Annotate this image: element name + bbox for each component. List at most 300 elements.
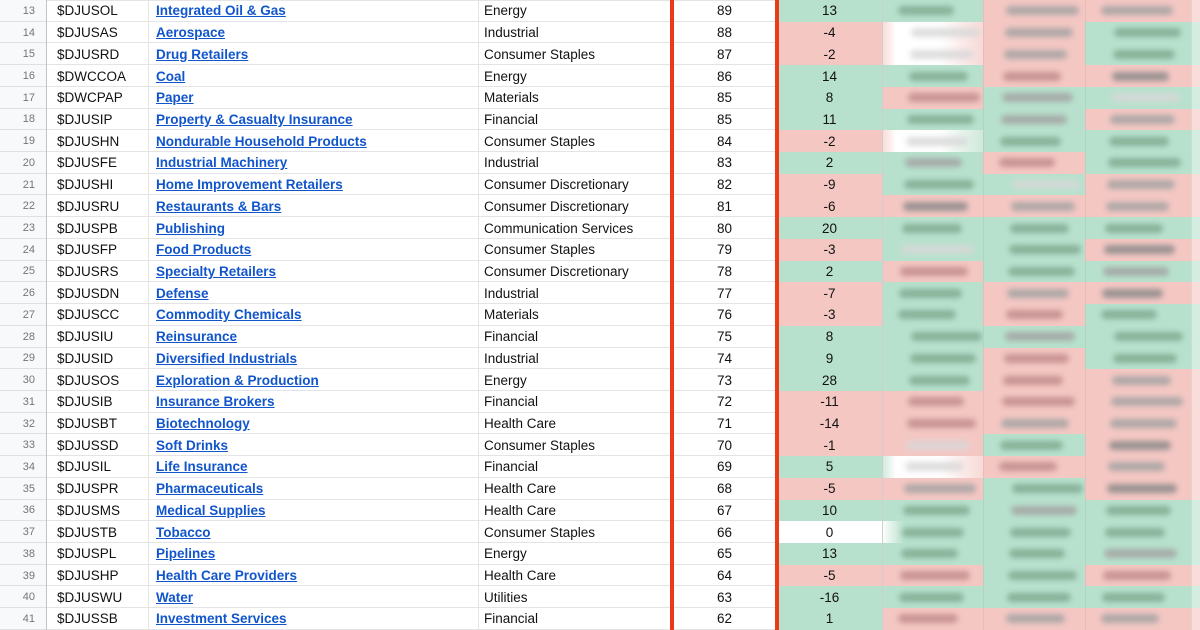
row-number-cell[interactable]: 25 (0, 261, 47, 283)
ticker-cell[interactable]: $DJUSIU (57, 329, 114, 345)
rank-cell[interactable]: 78 (716, 263, 733, 279)
heatmap-cell[interactable] (983, 22, 1085, 44)
heatmap-cell[interactable] (983, 456, 1085, 478)
sector-group-cell[interactable]: Health Care (478, 565, 672, 587)
sector-group-cell[interactable]: Consumer Staples (478, 130, 672, 152)
change-cell[interactable]: -7 (777, 282, 882, 304)
change-cell[interactable]: 11 (777, 109, 882, 131)
heatmap-cell[interactable] (1085, 239, 1200, 261)
heatmap-cell[interactable] (882, 43, 983, 65)
heatmap-cell[interactable] (983, 391, 1085, 413)
name-cell[interactable] (148, 261, 478, 283)
ticker-cell[interactable]: $DJUSHP (57, 568, 119, 584)
heatmap-cell[interactable] (1085, 521, 1200, 543)
heatmap-cell[interactable] (882, 434, 983, 456)
redacted-bar (1107, 484, 1177, 493)
sector-link[interactable]: Food Products (156, 242, 252, 258)
ticker-cell[interactable]: $DJUSRU (57, 198, 120, 214)
change-cell[interactable]: 13 (777, 0, 882, 22)
ticker-cell[interactable]: $DJUSFP (57, 242, 118, 258)
row-number-cell[interactable]: 17 (0, 87, 47, 109)
change-cell[interactable]: 14 (777, 65, 882, 87)
rank-cell[interactable]: 68 (716, 481, 733, 497)
heatmap-cell[interactable] (1085, 391, 1200, 413)
sector-link[interactable]: Restaurants & Bars (156, 198, 282, 214)
redacted-bar (1006, 6, 1079, 15)
rank-cell[interactable]: 67 (716, 502, 733, 518)
heatmap-cell[interactable] (1085, 304, 1200, 326)
ticker-cell[interactable]: $DJUSIP (57, 111, 113, 127)
change-cell[interactable]: -1 (777, 434, 882, 456)
ticker-cell[interactable]: $DJUSDN (57, 285, 120, 301)
heatmap-cell[interactable] (882, 174, 983, 196)
heatmap-cell[interactable] (1085, 326, 1200, 348)
heatmap-cell[interactable] (983, 543, 1085, 565)
change-cell[interactable]: -11 (777, 391, 882, 413)
change-cell[interactable]: -2 (777, 43, 882, 65)
heatmap-cell[interactable] (882, 413, 983, 435)
redacted-bar (910, 354, 976, 363)
rank-cell[interactable]: 72 (716, 394, 733, 410)
sector-link[interactable]: Life Insurance (156, 459, 248, 475)
ticker-cell[interactable]: $DJUSPB (57, 220, 118, 236)
row-number-cell[interactable]: 16 (0, 65, 47, 87)
row-number-cell[interactable]: 39 (0, 565, 47, 587)
sector-group-cell[interactable]: Industrial (478, 22, 672, 44)
heatmap-cell[interactable] (1085, 586, 1200, 608)
ticker-cell[interactable]: $DJUSPR (57, 481, 119, 497)
heatmap-cell[interactable] (882, 391, 983, 413)
sector-group-cell[interactable]: Communication Services (478, 217, 672, 239)
heatmap-cell[interactable] (882, 608, 983, 630)
rank-cell[interactable]: 73 (716, 372, 733, 388)
heatmap-cell[interactable] (983, 478, 1085, 500)
row-number-cell[interactable]: 24 (0, 239, 47, 261)
sector-group-cell[interactable]: Consumer Staples (478, 239, 672, 261)
row-number-cell[interactable]: 20 (0, 152, 47, 174)
change-cell[interactable]: 28 (777, 369, 882, 391)
rank-cell[interactable]: 63 (716, 589, 733, 605)
name-cell[interactable] (148, 543, 478, 565)
heatmap-cell[interactable] (1085, 500, 1200, 522)
row-number-cell[interactable]: 35 (0, 478, 47, 500)
name-cell[interactable] (148, 282, 478, 304)
sector-link[interactable]: Paper (156, 90, 194, 106)
sector-link[interactable]: Publishing (156, 220, 225, 236)
sector-group-cell[interactable]: Health Care (478, 478, 672, 500)
change-cell[interactable]: 1 (777, 608, 882, 630)
heatmap-cell[interactable] (983, 326, 1085, 348)
sector-group-cell[interactable]: Health Care (478, 413, 672, 435)
sector-link[interactable]: Exploration & Production (156, 372, 319, 388)
sector-group-cell[interactable]: Consumer Discretionary (478, 174, 672, 196)
row-number-cell[interactable]: 19 (0, 130, 47, 152)
heatmap-cell[interactable] (1085, 456, 1200, 478)
change-cell[interactable]: 8 (777, 326, 882, 348)
row-number-cell[interactable]: 34 (0, 456, 47, 478)
heatmap-cell[interactable] (1085, 565, 1200, 587)
sector-link[interactable]: Home Improvement Retailers (156, 177, 343, 193)
heatmap-cell[interactable] (882, 195, 983, 217)
change-cell[interactable]: 0 (777, 521, 882, 543)
name-cell[interactable] (148, 565, 478, 587)
rank-cell[interactable]: 81 (716, 198, 733, 214)
row-number-cell[interactable]: 21 (0, 174, 47, 196)
rank-cell[interactable]: 70 (716, 437, 733, 453)
ticker-cell[interactable]: $DJUSIL (57, 459, 112, 475)
sector-group-cell[interactable]: Industrial (478, 282, 672, 304)
change-cell[interactable]: -3 (777, 304, 882, 326)
sector-group-cell[interactable]: Energy (478, 369, 672, 391)
change-cell[interactable]: -9 (777, 174, 882, 196)
heatmap-cell[interactable] (1085, 109, 1200, 131)
row-number-cell[interactable]: 15 (0, 43, 47, 65)
heatmap-cell[interactable] (1085, 434, 1200, 456)
rank-cell[interactable]: 84 (716, 133, 733, 149)
row-number-cell[interactable]: 13 (0, 0, 47, 22)
name-cell[interactable] (148, 0, 478, 22)
ticker-cell[interactable]: $DJUSSD (57, 437, 119, 453)
sector-link[interactable]: Insurance Brokers (156, 394, 275, 410)
heatmap-cell[interactable] (882, 65, 983, 87)
sector-link[interactable]: Investment Services (156, 611, 287, 627)
sector-group-cell[interactable]: Utilities (478, 586, 672, 608)
redacted-bar (1105, 224, 1163, 233)
name-cell[interactable] (148, 152, 478, 174)
name-cell[interactable] (148, 369, 478, 391)
name-cell[interactable] (148, 326, 478, 348)
name-cell[interactable] (148, 239, 478, 261)
ticker-cell[interactable]: $DJUSMS (57, 502, 121, 518)
rank-cell[interactable]: 76 (716, 307, 733, 323)
ticker-cell[interactable]: $DJUSPL (57, 546, 117, 562)
change-cell[interactable]: 5 (777, 456, 882, 478)
rank-cell[interactable]: 62 (716, 611, 733, 627)
heatmap-cell[interactable] (983, 130, 1085, 152)
name-cell[interactable] (148, 348, 478, 370)
heatmap-cell[interactable] (1085, 43, 1200, 65)
heatmap-cell[interactable] (882, 565, 983, 587)
heatmap-cell[interactable] (1085, 369, 1200, 391)
sector-group-cell[interactable]: Energy (478, 0, 672, 22)
heatmap-cell[interactable] (1085, 152, 1200, 174)
heatmap-cell[interactable] (983, 195, 1085, 217)
ticker-cell[interactable]: $DJUSTB (57, 524, 118, 540)
heatmap-cell[interactable] (1085, 282, 1200, 304)
sector-link[interactable]: Pharmaceuticals (156, 481, 264, 497)
change-cell[interactable]: 10 (777, 500, 882, 522)
ticker-cell[interactable]: $DJUSIB (57, 394, 113, 410)
heatmap-cell[interactable] (882, 478, 983, 500)
heatmap-cell[interactable] (1085, 413, 1200, 435)
heatmap-cell[interactable] (983, 43, 1085, 65)
name-cell[interactable] (148, 43, 478, 65)
heatmap-cell[interactable] (1085, 22, 1200, 44)
row-number-cell[interactable]: 30 (0, 369, 47, 391)
table-row (0, 43, 1200, 65)
ticker-cell[interactable]: $DJUSHN (57, 133, 120, 149)
row-number-cell[interactable]: 33 (0, 434, 47, 456)
name-cell[interactable] (148, 434, 478, 456)
name-cell[interactable] (148, 586, 478, 608)
ticker-cell[interactable]: $DJUSAS (57, 25, 118, 41)
rank-cell[interactable]: 85 (716, 90, 733, 106)
heatmap-cell[interactable] (882, 261, 983, 283)
rank-cell[interactable]: 88 (716, 25, 733, 41)
row-number-cell[interactable]: 36 (0, 500, 47, 522)
change-cell[interactable]: 13 (777, 543, 882, 565)
heatmap-cell[interactable] (882, 543, 983, 565)
heatmap-cell[interactable] (882, 130, 983, 152)
name-cell[interactable] (148, 521, 478, 543)
change-cell[interactable]: 2 (777, 152, 882, 174)
name-cell[interactable] (148, 87, 478, 109)
heatmap-cell[interactable] (882, 369, 983, 391)
rank-cell[interactable]: 75 (716, 329, 733, 345)
name-cell[interactable] (148, 608, 478, 630)
heatmap-cell[interactable] (1085, 348, 1200, 370)
sector-link[interactable]: Medical Supplies (156, 502, 266, 518)
heatmap-cell[interactable] (882, 152, 983, 174)
sector-group-cell[interactable]: Consumer Staples (478, 43, 672, 65)
heatmap-cell[interactable] (882, 109, 983, 131)
heatmap-cell[interactable] (983, 565, 1085, 587)
name-cell[interactable] (148, 130, 478, 152)
sector-link[interactable]: Coal (156, 68, 186, 84)
change-cell[interactable]: 8 (777, 87, 882, 109)
name-cell[interactable] (148, 478, 478, 500)
sector-group-cell[interactable]: Financial (478, 456, 672, 478)
redacted-bar (1103, 571, 1171, 580)
rank-cell[interactable]: 82 (716, 177, 733, 193)
sector-link[interactable]: Defense (156, 285, 209, 301)
ticker-cell[interactable]: $DJUSRD (57, 46, 120, 62)
name-cell[interactable] (148, 195, 478, 217)
rank-cell[interactable]: 65 (716, 546, 733, 562)
heatmap-cell[interactable] (882, 326, 983, 348)
heatmap-cell[interactable] (1085, 174, 1200, 196)
sector-group-cell[interactable]: Industrial (478, 348, 672, 370)
sector-link[interactable]: Integrated Oil & Gas (156, 3, 286, 19)
row-number-cell[interactable]: 22 (0, 195, 47, 217)
name-cell[interactable] (148, 65, 478, 87)
heatmap-cell[interactable] (983, 0, 1085, 22)
rank-cell[interactable]: 87 (716, 46, 733, 62)
rank-cell[interactable]: 85 (716, 111, 733, 127)
name-cell[interactable] (148, 109, 478, 131)
rank-cell[interactable]: 66 (716, 524, 733, 540)
name-cell[interactable] (148, 304, 478, 326)
rank-cell[interactable]: 64 (716, 568, 733, 584)
heatmap-cell[interactable] (882, 282, 983, 304)
sector-link[interactable]: Property & Casualty Insurance (156, 111, 353, 127)
table-row (0, 608, 1200, 630)
change-cell[interactable]: -14 (777, 413, 882, 435)
heatmap-cell[interactable] (1085, 608, 1200, 630)
redacted-bar (1102, 289, 1163, 298)
sector-link[interactable]: Reinsurance (156, 329, 238, 345)
sector-group-cell[interactable]: Energy (478, 65, 672, 87)
redacted-bar (1009, 245, 1081, 254)
heatmap-cell[interactable] (882, 500, 983, 522)
sector-link[interactable]: Commodity Chemicals (156, 307, 302, 323)
heatmap-cell[interactable] (983, 174, 1085, 196)
ticker-cell[interactable]: $DJUSWU (57, 589, 123, 605)
heatmap-cell[interactable] (1085, 65, 1200, 87)
ticker-cell[interactable]: $DJUSOL (57, 3, 118, 19)
table-row (0, 22, 1200, 44)
name-cell[interactable] (148, 456, 478, 478)
ticker-cell[interactable]: $DJUSCC (57, 307, 120, 323)
name-cell[interactable] (148, 391, 478, 413)
sector-group-cell[interactable]: Energy (478, 543, 672, 565)
rank-cell[interactable]: 77 (716, 285, 733, 301)
heatmap-cell[interactable] (983, 369, 1085, 391)
row-number-cell[interactable]: 26 (0, 282, 47, 304)
sector-group-cell[interactable]: Consumer Discretionary (478, 195, 672, 217)
sector-link[interactable]: Nondurable Household Products (156, 133, 367, 149)
ticker-cell[interactable]: $DJUSHI (57, 177, 114, 193)
ticker-cell[interactable]: $DJUSRS (57, 263, 119, 279)
heatmap-cell[interactable] (1085, 478, 1200, 500)
heatmap-cell[interactable] (983, 239, 1085, 261)
heatmap-cell[interactable] (983, 348, 1085, 370)
heatmap-cell[interactable] (983, 282, 1085, 304)
sector-group-cell[interactable]: Consumer Staples (478, 434, 672, 456)
heatmap-cell[interactable] (983, 152, 1085, 174)
heatmap-cell[interactable] (882, 456, 983, 478)
sector-link[interactable]: Aerospace (156, 25, 226, 41)
row-number-cell[interactable]: 38 (0, 543, 47, 565)
heatmap-cell[interactable] (983, 413, 1085, 435)
sector-link[interactable]: Pipelines (156, 546, 216, 562)
sector-link[interactable]: Health Care Providers (156, 568, 298, 584)
heatmap-cell[interactable] (983, 304, 1085, 326)
ticker-cell[interactable]: $DJUSFE (57, 155, 118, 171)
sector-link[interactable]: Tobacco (156, 524, 211, 540)
heatmap-cell[interactable] (983, 87, 1085, 109)
sector-link[interactable]: Specialty Retailers (156, 263, 277, 279)
heatmap-cell[interactable] (1085, 130, 1200, 152)
heatmap-cell[interactable] (882, 239, 983, 261)
heatmap-cell[interactable] (1085, 261, 1200, 283)
sector-group-cell[interactable]: Financial (478, 109, 672, 131)
heatmap-cell[interactable] (882, 586, 983, 608)
heatmap-cell[interactable] (983, 434, 1085, 456)
heatmap-cell[interactable] (983, 65, 1085, 87)
rank-cell[interactable]: 74 (716, 350, 733, 366)
name-cell[interactable] (148, 174, 478, 196)
sector-group-cell[interactable]: Consumer Staples (478, 521, 672, 543)
heatmap-cell[interactable] (983, 586, 1085, 608)
heatmap-cell[interactable] (882, 217, 983, 239)
sector-link[interactable]: Soft Drinks (156, 437, 229, 453)
ticker-cell[interactable]: $DJUSSB (57, 611, 118, 627)
sector-link[interactable]: Diversified Industrials (156, 350, 298, 366)
sector-link[interactable]: Industrial Machinery (156, 155, 288, 171)
heatmap-cell[interactable] (983, 608, 1085, 630)
heatmap-cell[interactable] (983, 261, 1085, 283)
rank-cell[interactable]: 80 (716, 220, 733, 236)
ticker-cell[interactable]: $DJUSBT (57, 416, 118, 432)
sector-group-cell[interactable]: Industrial (478, 152, 672, 174)
sector-group-cell[interactable]: Financial (478, 391, 672, 413)
name-cell[interactable] (148, 217, 478, 239)
heatmap-cell[interactable] (983, 500, 1085, 522)
row-number-cell[interactable]: 31 (0, 391, 47, 413)
name-cell[interactable] (148, 413, 478, 435)
heatmap-cell[interactable] (882, 304, 983, 326)
row-number-cell[interactable]: 32 (0, 413, 47, 435)
ticker-cell[interactable]: $DWCPAP (57, 90, 123, 106)
sector-group-cell[interactable]: Financial (478, 608, 672, 630)
rank-cell[interactable]: 86 (716, 68, 733, 84)
heatmap-cell[interactable] (983, 521, 1085, 543)
change-cell[interactable]: -6 (777, 195, 882, 217)
heatmap-cell[interactable] (1085, 87, 1200, 109)
row-number-cell[interactable]: 40 (0, 586, 47, 608)
change-cell[interactable]: -5 (777, 565, 882, 587)
change-cell[interactable]: 20 (777, 217, 882, 239)
heatmap-cell[interactable] (1085, 543, 1200, 565)
sector-link[interactable]: Water (156, 589, 194, 605)
change-cell[interactable]: -2 (777, 130, 882, 152)
heatmap-cell[interactable] (882, 0, 983, 22)
change-cell[interactable]: 2 (777, 261, 882, 283)
row-number-cell[interactable]: 18 (0, 109, 47, 131)
heatmap-cell[interactable] (1085, 0, 1200, 22)
row-number-cell[interactable]: 14 (0, 22, 47, 44)
rank-cell[interactable]: 79 (716, 242, 733, 258)
rank-cell[interactable]: 69 (716, 459, 733, 475)
heatmap-cell[interactable] (882, 22, 983, 44)
change-cell[interactable]: -4 (777, 22, 882, 44)
row-number-cell[interactable]: 23 (0, 217, 47, 239)
heatmap-cell[interactable] (882, 521, 983, 543)
change-cell[interactable]: 9 (777, 348, 882, 370)
row-number-cell[interactable]: 29 (0, 348, 47, 370)
rank-cell[interactable]: 71 (716, 416, 733, 432)
name-cell[interactable] (148, 500, 478, 522)
sector-group-cell[interactable]: Materials (478, 87, 672, 109)
sector-link[interactable]: Drug Retailers (156, 46, 249, 62)
sector-group-cell[interactable]: Financial (478, 326, 672, 348)
ticker-cell[interactable]: $DJUSID (57, 350, 114, 366)
row-number-cell[interactable]: 27 (0, 304, 47, 326)
heatmap-cell[interactable] (1085, 217, 1200, 239)
rank-cell[interactable]: 83 (716, 155, 733, 171)
name-cell[interactable] (148, 22, 478, 44)
change-cell[interactable]: -5 (777, 478, 882, 500)
heatmap-cell[interactable] (983, 217, 1085, 239)
change-cell[interactable]: -3 (777, 239, 882, 261)
ticker-cell[interactable]: $DWCCOA (57, 68, 127, 84)
rank-cell[interactable]: 89 (716, 3, 733, 19)
sector-group-cell[interactable]: Consumer Discretionary (478, 261, 672, 283)
heatmap-cell[interactable] (882, 348, 983, 370)
row-number-cell[interactable]: 41 (0, 608, 47, 630)
heatmap-cell[interactable] (882, 87, 983, 109)
heatmap-cell[interactable] (1085, 195, 1200, 217)
sector-group-cell[interactable]: Materials (478, 304, 672, 326)
heatmap-cell[interactable] (983, 109, 1085, 131)
ticker-cell[interactable]: $DJUSOS (57, 372, 120, 388)
sector-link[interactable]: Biotechnology (156, 416, 250, 432)
row-number-cell[interactable]: 28 (0, 326, 47, 348)
change-cell[interactable]: -16 (777, 586, 882, 608)
sector-group-cell[interactable]: Health Care (478, 500, 672, 522)
row-number-cell[interactable]: 37 (0, 521, 47, 543)
